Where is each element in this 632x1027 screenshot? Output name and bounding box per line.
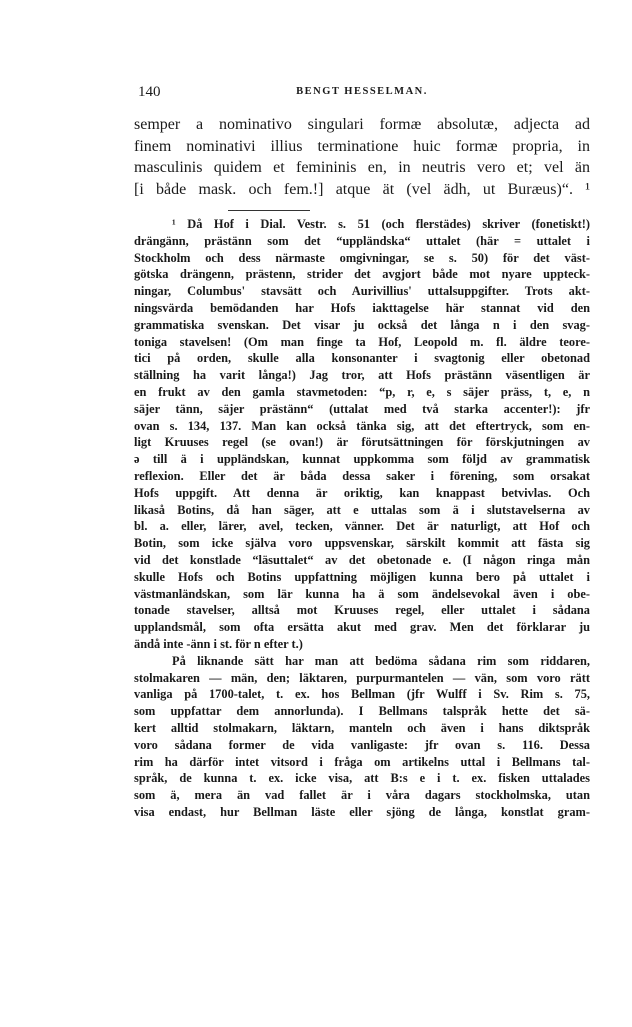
footnote-line: vid det konstlade “läsuttalet“ av det obetonade e. (I någon ringa mån xyxy=(134,552,590,567)
footnote-line: grammatiska svenskan. Det visar ju också det långa n i den svag- xyxy=(134,317,590,332)
footnote-line: ə till ä i uppländskan, kunnat uppkomma som följd av grammatisk xyxy=(134,452,590,467)
footnote-line: ningar, Columbus' stavsätt och Aurivillius' uttalsuppgifter. Trots akt- xyxy=(134,284,590,299)
footnote-line: som ä, mera än vad fallet är i våra dagars stockholmska, utan xyxy=(134,788,590,803)
footnote-line: Hofs uppgift. Att denna är oriktig, kan knappast betvivlas. Och xyxy=(134,485,590,500)
footnote-line: kert alltid stolmakarn, läktarn, manteln och även i hans diktspråk xyxy=(134,720,590,735)
footnote-line: ovan s. 134, 137. Man kan också tänka sig, att det eftertryck, som en- xyxy=(134,418,590,433)
footnote-line: tonade stavelser, alltså mot Kruuses regel, eller uttalet i sådana xyxy=(134,603,590,618)
footnote-line: vanliga på 1700-talet, t. ex. hos Bellman (jfr Wulff i Sv. Rim s. 75, xyxy=(134,687,590,702)
footnote xyxy=(134,216,590,821)
running-head: BENGT HESSELMAN. xyxy=(296,86,428,97)
footnote-line: bl. a. eller, lärer, avel, tecken, vänner. Det är naturligt, att Hof och xyxy=(134,519,590,534)
footnote-line: rim ha därför intet vitsord i fråga om artikelns uttal i Bellmans tal- xyxy=(134,754,590,769)
footnote-line: upplandsmål, som ofta ersätta akut med grav. Men det förklarar ju xyxy=(134,620,590,635)
text-line: [i både mask. och fem.!] atque ät (vel ädh, ut Buræus)“. ¹ xyxy=(134,180,590,198)
main-text xyxy=(134,114,590,200)
footnote-line: voro sådana former de vida vanligaste: jfr ovan s. 116. Dessa xyxy=(134,737,590,752)
footnote-line: drängänn, prästänn som det “uppländska“ uttalet (här = uttalet i xyxy=(134,233,590,248)
page-number: 140 xyxy=(138,84,161,100)
footnote-line: Stockholm och dess närmaste omgivningar, se s. 50) för det väst- xyxy=(134,250,590,265)
footnote-line: en frukt av den gamla stavmetoden: “p, r, e, s säjer präss, t, e, n xyxy=(134,384,590,399)
footnote-line: språk, de kunna t. ex. icke visa, att B:s e i t. ex. fisken uttalades xyxy=(134,771,590,786)
footnote-line: likaså Botins, då han säger, att e uttalas som ä i slutstavelserna av xyxy=(134,502,590,517)
footnote-line: som uppfattar dem annorlunda). I Bellmans talspråk hette det sä- xyxy=(134,704,590,719)
footnote-line: skulle Hofs och Botins uppfattning möjligen kunna bero på uttalet i xyxy=(134,569,590,584)
text-line: finem nominativi illius terminatione huic formæ propria, in xyxy=(134,137,590,155)
footnote-line: säjer tänn, säjer prästänn“ (uttalat med två starka accenter!): jfr xyxy=(134,401,590,416)
footnote-line: ligt Kruuses regel (se ovan!) är förutsättningen för förskjutningen av xyxy=(134,435,590,450)
footnote-line: Botin, som icke själva voro uppsvenskar, särskilt kommit att fästa sig xyxy=(134,536,590,551)
footnote-line: ställning ha varit långa!) Jag tror, att Hofs prästänn väsentligen är xyxy=(134,368,590,383)
footnote-line: ändå inte -änn i st. för n efter t.) xyxy=(134,636,303,651)
footnote-line: toniga stavelsen! (Om man finge ta Hof, Leopold m. fl. äldre teore- xyxy=(134,334,590,349)
footnote-line: På liknande sätt har man att bedöma sådana rim som riddaren, xyxy=(172,653,590,668)
footnote-line: ningsvärda bemödanden har Hofs iakttagelse här stannat vid den xyxy=(134,300,590,315)
text-line: masculinis quidem et femininis en, in neutris vero et; vel än xyxy=(134,159,590,176)
footnote-line: stolmakaren — män, den; läktaren, purpurmantelen — vän, som voro rätt xyxy=(134,670,590,685)
footnote-line: götska drängenn, prästenn, strider det avgjort både mot nyare uppteck- xyxy=(134,267,590,282)
page-header xyxy=(134,84,590,104)
footnote-separator xyxy=(228,210,310,211)
footnote-line: tici på orden, skulle alla konsonanter i svagtonig eller obetonad xyxy=(134,351,590,366)
text-line: semper a nominativo singulari formæ absolutæ, adjecta ad xyxy=(134,116,590,133)
footnote-line: västmanländskan, som lär kunna ha ä som ändelsevokal även i obe- xyxy=(134,586,590,601)
footnote-line: reflexion. Eller det är båda dessa saker i förening, som orsakat xyxy=(134,468,590,483)
footnote-line: ¹ Då Hof i Dial. Vestr. s. 51 (och flerstädes) skriver (fonetiskt!) xyxy=(172,217,590,231)
footnote-line: visa endast, hur Bellman läste eller sjöng de långa, konstlat gram- xyxy=(134,804,590,819)
